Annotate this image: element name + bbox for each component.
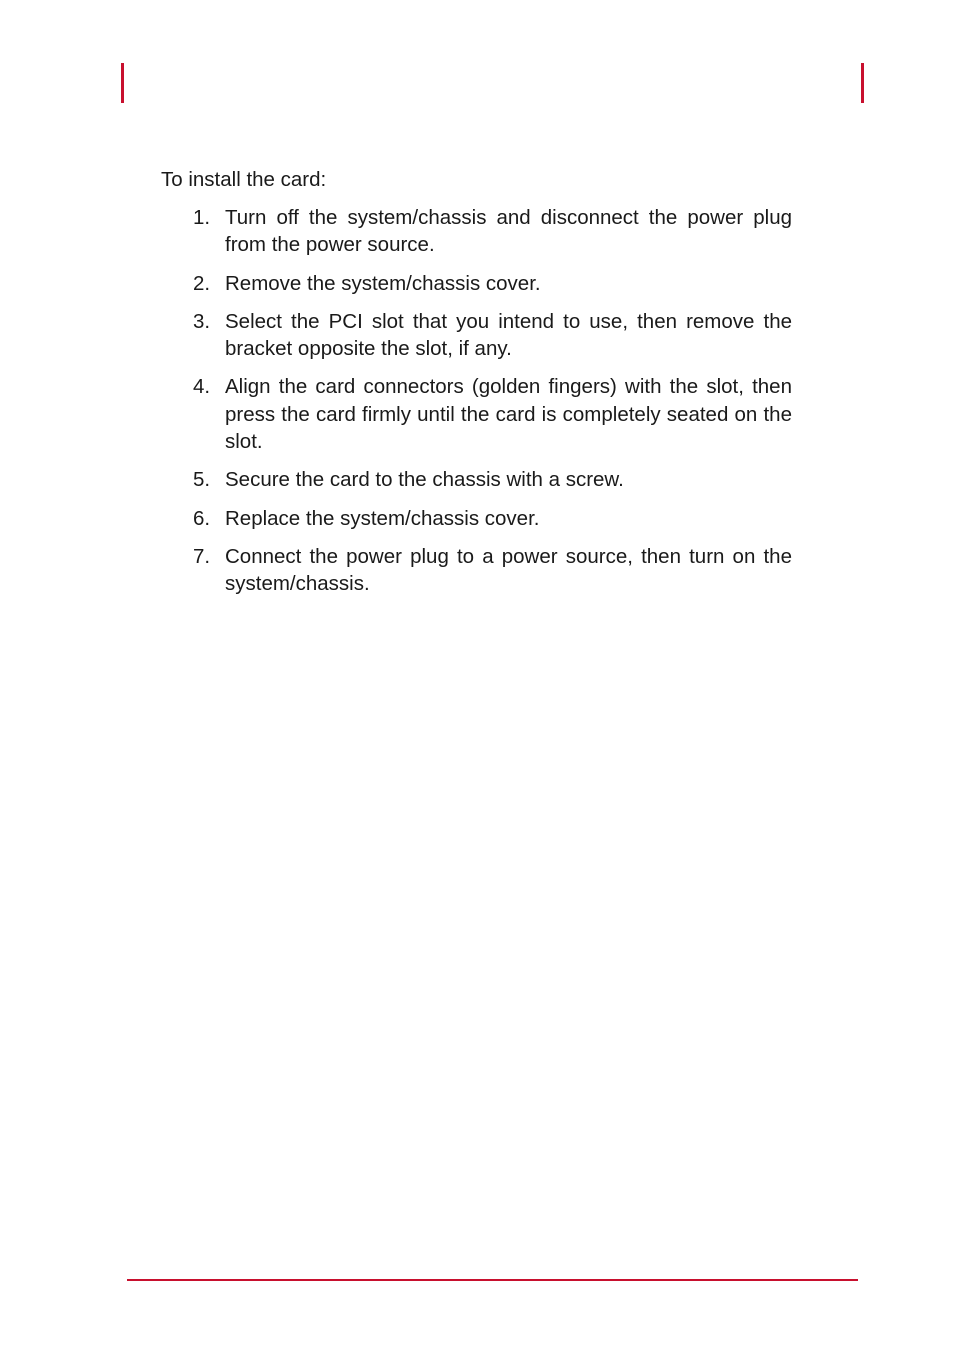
header-left-mark (121, 63, 124, 103)
step-text: Select the PCI slot that you intend to use, then remove the bracket opposite the slot, if any. (225, 309, 792, 361)
step-text: Connect the power plug to a power source, then turn on the system/chassis. (225, 544, 792, 596)
intro-text: To install the card: (161, 168, 327, 191)
step-number: 3. (193, 309, 211, 333)
install-steps-list (193, 204, 792, 609)
list-item (193, 505, 792, 532)
list-item (193, 373, 792, 455)
footer-rule (127, 1279, 858, 1281)
step-number: 6. (193, 506, 211, 530)
step-number: 1. (193, 206, 211, 229)
list-item (193, 270, 792, 297)
header-right-mark (861, 63, 864, 103)
step-text: Turn off the system/chassis and disconnect the power plug from the power source. (225, 206, 792, 257)
step-text: Align the card connectors (golden fingers) with the slot, then press the card firmly until the card is completely seated on the slot. (225, 375, 792, 454)
step-text: Replace the system/chassis cover. (225, 506, 540, 530)
step-number: 2. (193, 271, 211, 295)
step-number: 5. (193, 468, 211, 492)
step-number: 4. (193, 375, 211, 399)
list-item (193, 466, 792, 493)
step-text: Secure the card to the chassis with a screw. (225, 468, 624, 492)
list-item (193, 204, 792, 259)
list-item (193, 543, 792, 598)
list-item (193, 308, 792, 363)
step-text: Remove the system/chassis cover. (225, 271, 541, 295)
step-number: 7. (193, 544, 211, 568)
